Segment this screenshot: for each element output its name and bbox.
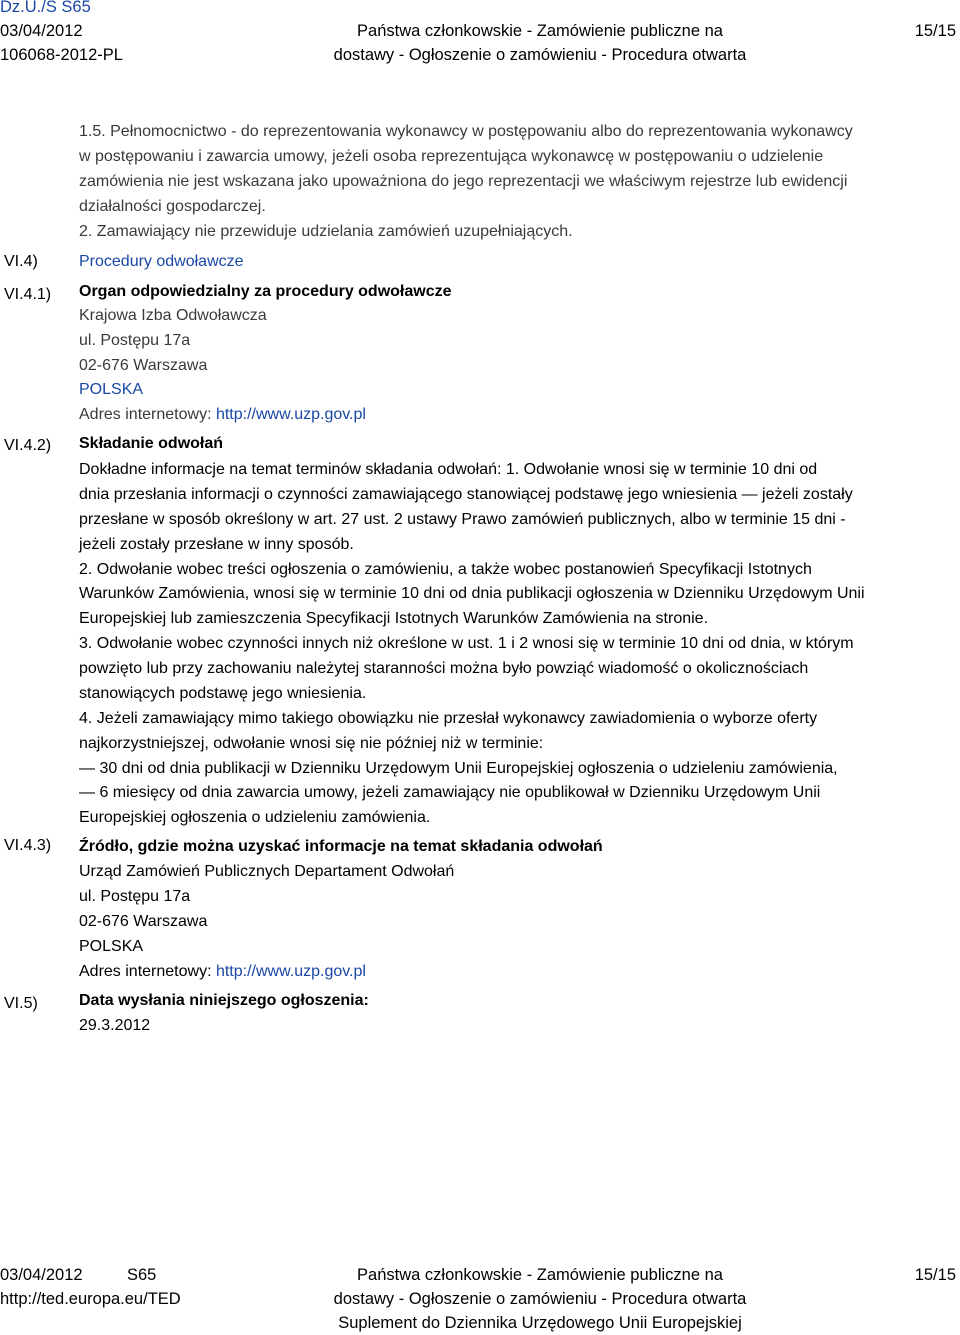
appeals-line: stanowiących podstawę jego wniesienia.	[79, 685, 367, 702]
footer-page-number: 15/15	[914, 1266, 956, 1284]
appeals-line: jeżeli zostały przesłane w inny sposób.	[79, 536, 354, 553]
section-number-vi5: VI.5)	[4, 995, 38, 1012]
web-address-label: Adres internetowy:	[79, 963, 216, 980]
footer-title-line1: Państwa członkowskie - Zamówienie publiczne na	[357, 1266, 723, 1284]
appeals-line: 2. Odwołanie wobec treści ogłoszenia o zamówieniu, a także wobec postanowień Specyfikacji Istotnych	[79, 561, 812, 578]
appeals-line: powzięto lub przy zachowaniu należytej staranności można było powziąć wiadomość o okolicznościach	[79, 660, 809, 677]
header-title-line2: dostawy - Ogłoszenie o zamówieniu - Procedura otwarta	[333, 46, 747, 64]
organ-city: 02-676 Warszawa	[79, 357, 208, 374]
section-number-vi43: VI.4.3)	[4, 837, 52, 854]
source-web-link[interactable]: http://www.uzp.gov.pl	[215, 963, 366, 980]
organ-name: Krajowa Izba Odwoławcza	[79, 307, 267, 324]
header-page-number: 15/15	[914, 22, 956, 40]
section-number-vi42: VI.4.2)	[4, 437, 52, 454]
footer-title-line2: dostawy - Ogłoszenie o zamówieniu - Procedura otwarta	[333, 1290, 747, 1308]
header-title-line1: Państwa członkowskie - Zamówienie publiczne na	[357, 22, 723, 40]
dispatch-date-value: 29.3.2012	[79, 1017, 151, 1034]
paragraph-line: 1.5. Pełnomocnictwo - do reprezentowania wykonawcy w postępowaniu albo do reprezentowania wykonawcy	[79, 123, 853, 140]
source-web-address	[79, 962, 366, 982]
footer-title-line3: Suplement do Dziennika Urzędowego Unii Europejskiej	[338, 1314, 742, 1332]
section-number-vi41: VI.4.1)	[4, 286, 52, 303]
source-name: Urząd Zamówień Publicznych Departament Odwołań	[79, 863, 455, 880]
section-number-vi4: VI.4)	[4, 253, 38, 270]
organ-web-link[interactable]: http://www.uzp.gov.pl	[215, 406, 366, 423]
journal-reference: Dz.U./S S65	[0, 0, 91, 16]
paragraph-line: w postępowaniu i zawarcia umowy, jeżeli osoba reprezentująca wykonawcę w postępowaniu o udzielenie	[79, 148, 824, 165]
source-city: 02-676 Warszawa	[79, 913, 208, 930]
header-date: 03/04/2012	[0, 22, 83, 40]
appeals-line: Dokładne informacje na temat terminów składania odwołań: 1. Odwołanie wnosi się w terminie 10 dni od	[79, 461, 818, 478]
source-country: POLSKA	[79, 938, 144, 955]
organ-web-address	[79, 405, 366, 425]
organ-heading: Organ odpowiedzialny za procedury odwoławcze	[79, 283, 452, 300]
paragraph-line: 2. Zamawiający nie przewiduje udzielania zamówień uzupełniających.	[79, 223, 573, 240]
appeals-heading: Składanie odwołań	[79, 435, 224, 452]
appeals-line: — 30 dni od dnia publikacji w Dzienniku Urzędowym Unii Europejskiej ogłoszenia o udzieleniu zamówienia,	[79, 760, 838, 777]
appeals-line: Europejskiej lub zamieszczenia Specyfikacji Istotnych Warunków Zamówienia na stronie.	[79, 610, 709, 627]
paragraph-line: zamówienia nie jest wskazana jako upoważniona do jego reprezentacji we właściwym rejestrze lub ewidencji	[79, 173, 848, 190]
appeals-line: — 6 miesięcy od dnia zawarcia umowy, jeżeli zamawiający nie opublikował w Dzienniku Urzędowym Unii	[79, 784, 821, 801]
appeals-line: przesłane w sposób określony w art. 27 ust. 2 ustawy Prawo zamówień publicznych, albo w terminie 15 dni -	[79, 511, 846, 528]
appeals-line: najkorzystniejszej, odwołanie wnosi się nie później niż w terminie:	[79, 735, 544, 752]
appeals-line: Europejskiej ogłoszenia o udzieleniu zamówienia.	[79, 809, 431, 826]
web-address-label: Adres internetowy:	[79, 406, 216, 423]
appeals-line: dnia przesłania informacji o czynności zamawiającego stanowiącej podstawę jego wniesienia — jeżeli zostały	[79, 486, 853, 503]
appeals-line: 4. Jeżeli zamawiający mimo takiego obowiązku nie przesłał wykonawcy zawiadomienia o wyborze oferty	[79, 710, 818, 727]
organ-country: POLSKA	[79, 381, 144, 398]
footer-url[interactable]: http://ted.europa.eu/TED	[0, 1290, 181, 1308]
footer-date: 03/04/2012	[0, 1266, 83, 1284]
paragraph-line: działalności gospodarczej.	[79, 198, 266, 215]
organ-street: ul. Postępu 17a	[79, 332, 191, 349]
appeals-line: Warunków Zamówienia, wnosi się w terminie 10 dni od dnia publikacji ogłoszenia w Dzienniku Urzędowym Unii	[79, 585, 865, 602]
footer-series: S65	[127, 1266, 157, 1284]
dispatch-date-heading: Data wysłania niniejszego ogłoszenia:	[79, 992, 369, 1009]
source-heading: Źródło, gdzie można uzyskać informacje na temat składania odwołań	[79, 838, 603, 855]
notice-number: 106068-2012-PL	[0, 46, 123, 64]
procedures-heading: Procedury odwoławcze	[79, 253, 244, 270]
appeals-line: 3. Odwołanie wobec czynności innych niż określone w ust. 1 i 2 wnosi się w terminie 10 dni od dnia, w którym	[79, 635, 854, 652]
source-street: ul. Postępu 17a	[79, 888, 191, 905]
